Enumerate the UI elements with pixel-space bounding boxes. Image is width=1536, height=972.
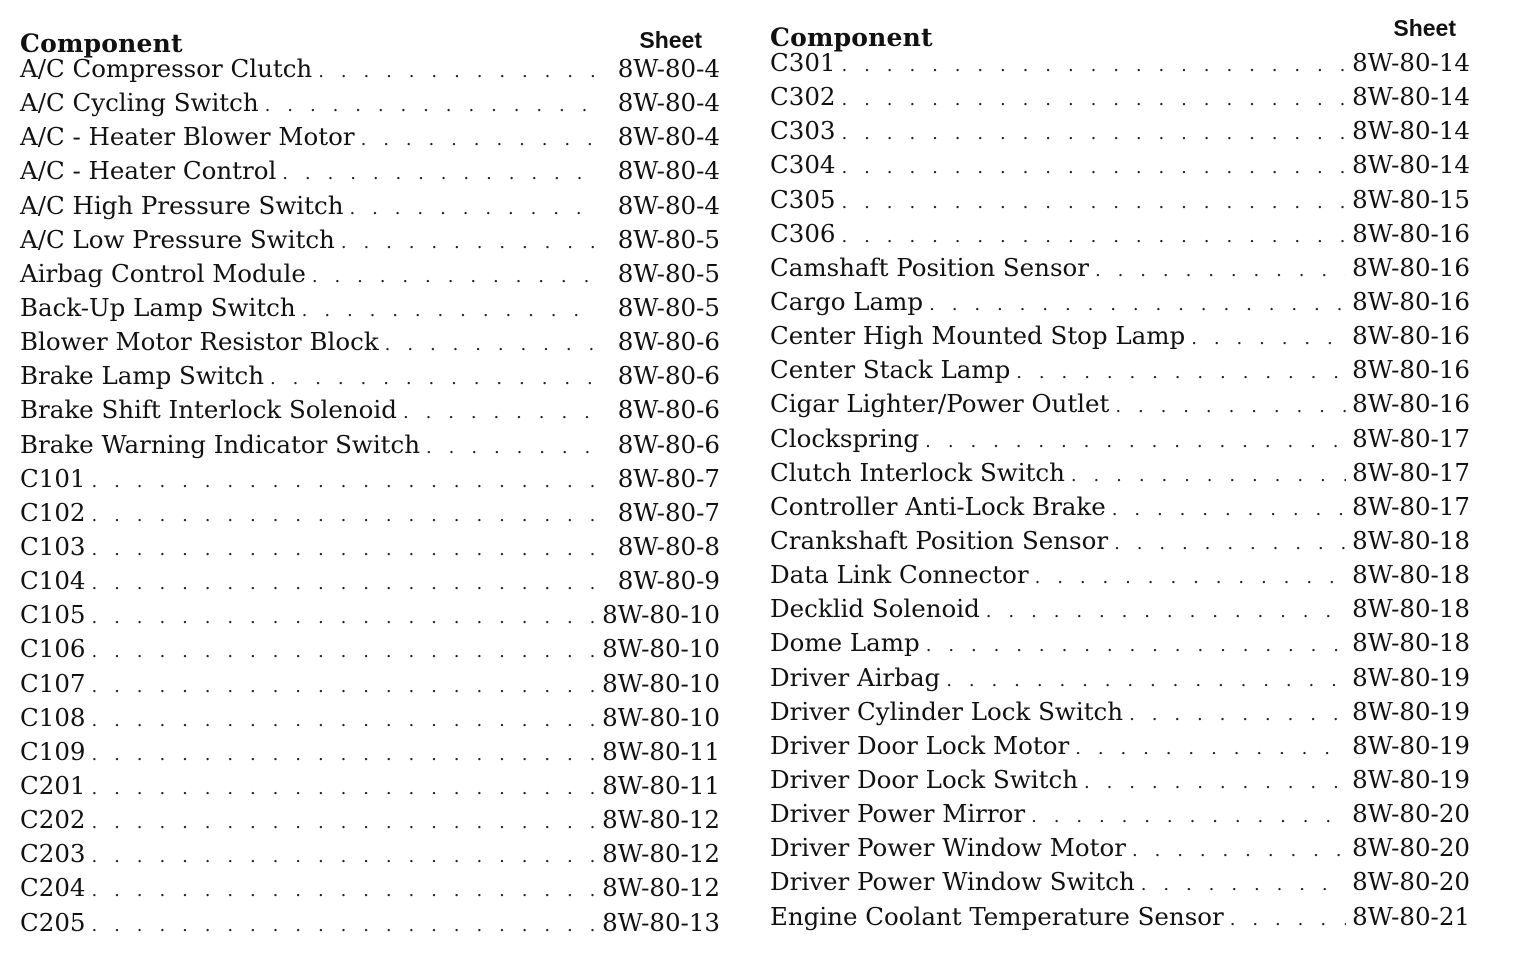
sheet-number: 8W-80-10	[602, 668, 720, 698]
dot-leader	[92, 738, 594, 772]
component-name: C304	[770, 150, 836, 180]
list-item	[770, 114, 1470, 148]
list-item	[20, 837, 720, 871]
list-item	[20, 871, 720, 905]
list-item	[770, 148, 1470, 182]
dot-leader	[842, 151, 1346, 185]
list-item	[20, 735, 720, 769]
list-item	[770, 46, 1470, 80]
sheet-number: 8W-80-8	[617, 531, 720, 561]
sheet-number: 8W-80-14	[1352, 116, 1470, 146]
dot-leader	[92, 874, 594, 908]
dot-leader	[92, 772, 594, 806]
dot-leader	[1075, 732, 1346, 766]
list-item	[20, 120, 720, 154]
list-item	[770, 831, 1470, 865]
list-item	[20, 325, 720, 359]
sheet-number: 8W-80-19	[1352, 730, 1470, 760]
list-item	[770, 353, 1470, 387]
component-name: C104	[20, 566, 86, 596]
dot-leader	[1095, 254, 1346, 288]
sheet-number: 8W-80-19	[1352, 764, 1470, 794]
left-component-list	[20, 52, 720, 940]
component-name: Data Link Connector	[770, 560, 1029, 590]
dot-leader	[929, 288, 1346, 322]
list-item	[20, 667, 720, 701]
dot-leader	[426, 431, 594, 465]
list-item	[20, 223, 720, 257]
sheet-number: 8W-80-21	[1352, 901, 1470, 931]
list-item	[20, 632, 720, 666]
list-item	[20, 598, 720, 632]
dot-leader	[282, 157, 594, 191]
dot-leader	[92, 670, 594, 704]
dot-leader	[318, 55, 594, 89]
dot-leader	[946, 664, 1346, 698]
list-item	[770, 558, 1470, 592]
component-name: C205	[20, 907, 86, 937]
component-name: C103	[20, 531, 86, 561]
dot-leader	[1191, 322, 1346, 356]
sheet-number: 8W-80-18	[1352, 594, 1470, 624]
component-name: C202	[20, 805, 86, 835]
dot-leader	[842, 49, 1346, 83]
list-item	[770, 387, 1470, 421]
sheet-number: 8W-80-9	[617, 566, 720, 596]
component-name: A/C Compressor Clutch	[20, 54, 313, 83]
sheet-number: 8W-80-14	[1352, 82, 1470, 112]
sheet-number: 8W-80-5	[617, 292, 720, 322]
list-item	[20, 428, 720, 462]
component-name: C105	[20, 600, 86, 630]
dot-leader	[1084, 766, 1346, 800]
dot-leader	[92, 635, 594, 669]
sheet-number: 8W-80-14	[1352, 150, 1470, 180]
component-name: Driver Door Lock Motor	[770, 730, 1070, 760]
sheet-number: 8W-80-16	[1352, 252, 1470, 282]
component-name: C109	[20, 736, 86, 766]
dot-leader	[842, 83, 1346, 117]
sheet-number: 8W-80-7	[617, 497, 720, 527]
sheet-number: 8W-80-18	[1352, 628, 1470, 658]
component-name: A/C High Pressure Switch	[20, 190, 344, 220]
list-item	[20, 154, 720, 188]
dot-leader	[92, 567, 594, 601]
list-item	[770, 729, 1470, 763]
component-name: Clutch Interlock Switch	[770, 457, 1065, 487]
sheet-number: 8W-80-12	[602, 805, 720, 835]
sheet-number: 8W-80-17	[1352, 457, 1470, 487]
component-name: C204	[20, 873, 86, 903]
component-name: Brake Warning Indicator Switch	[20, 429, 421, 459]
sheet-number: 8W-80-5	[617, 258, 720, 288]
component-name: Crankshaft Position Sensor	[770, 525, 1109, 555]
sheet-number: 8W-80-16	[1352, 355, 1470, 385]
dot-leader	[302, 294, 594, 328]
list-item	[770, 183, 1470, 217]
component-heading: Component	[770, 23, 933, 52]
component-name: Engine Coolant Temperature Sensor	[770, 901, 1224, 931]
component-name: Controller Anti-Lock Brake	[770, 491, 1106, 521]
component-name: Driver Cylinder Lock Switch	[770, 696, 1124, 726]
component-name: Airbag Control Module	[20, 258, 306, 288]
component-name: C303	[770, 116, 836, 146]
component-name: Driver Airbag	[770, 662, 941, 692]
sheet-number: 8W-80-17	[1352, 423, 1470, 453]
component-name: Dome Lamp	[770, 628, 920, 658]
dot-leader	[926, 629, 1346, 663]
list-item	[770, 661, 1470, 695]
list-item	[20, 769, 720, 803]
sheet-number: 8W-80-12	[602, 873, 720, 903]
list-item	[20, 291, 720, 325]
sheet-number: 8W-80-11	[602, 736, 720, 766]
right-column	[770, 0, 1470, 972]
sheet-number: 8W-80-16	[1352, 389, 1470, 419]
dot-leader	[265, 89, 594, 123]
list-item	[770, 490, 1470, 524]
dot-leader	[1141, 868, 1346, 902]
list-item	[770, 763, 1470, 797]
dot-leader	[92, 465, 594, 499]
dot-leader	[341, 226, 594, 260]
dot-leader	[270, 362, 594, 396]
list-item	[20, 906, 720, 940]
component-name: Driver Power Window Switch	[770, 867, 1135, 897]
component-name: A/C Cycling Switch	[20, 88, 259, 118]
dot-leader	[1112, 493, 1346, 527]
sheet-number: 8W-80-10	[602, 634, 720, 664]
component-name: A/C - Heater Control	[20, 156, 277, 186]
list-item	[20, 52, 720, 86]
list-item	[20, 257, 720, 291]
dot-leader	[1031, 800, 1346, 834]
sheet-number: 8W-80-15	[1352, 184, 1470, 214]
sheet-number: 8W-80-16	[1352, 218, 1470, 248]
list-item	[770, 592, 1470, 626]
sheet-number: 8W-80-7	[617, 463, 720, 493]
component-name: Cigar Lighter/Power Outlet	[770, 389, 1110, 419]
sheet-number: 8W-80-11	[602, 770, 720, 800]
component-name: Driver Power Mirror	[770, 799, 1026, 829]
component-name: C305	[770, 184, 836, 214]
sheet-number: 8W-80-16	[1352, 286, 1470, 316]
list-item	[770, 285, 1470, 319]
dot-leader	[403, 396, 594, 430]
right-component-list	[770, 46, 1470, 934]
component-name: C101	[20, 463, 86, 493]
component-name: C302	[770, 82, 836, 112]
list-item	[20, 803, 720, 837]
list-item	[20, 189, 720, 223]
sheet-number: 8W-80-20	[1352, 799, 1470, 829]
component-name: C306	[770, 218, 836, 248]
sheet-number: 8W-80-10	[602, 702, 720, 732]
component-name: Brake Shift Interlock Solenoid	[20, 395, 397, 425]
list-item	[770, 524, 1470, 558]
sheet-number: 8W-80-4	[617, 190, 720, 220]
component-name: A/C - Heater Blower Motor	[20, 122, 355, 152]
dot-leader	[1016, 356, 1346, 390]
dot-leader	[92, 499, 594, 533]
list-item	[20, 701, 720, 735]
dot-leader	[1230, 903, 1346, 937]
dot-leader	[1129, 698, 1346, 732]
dot-leader	[925, 425, 1346, 459]
component-name: Brake Lamp Switch	[20, 361, 264, 391]
component-name: Decklid Solenoid	[770, 594, 980, 624]
sheet-number: 8W-80-20	[1352, 867, 1470, 897]
sheet-number: 8W-80-17	[1352, 491, 1470, 521]
sheet-number: 8W-80-16	[1352, 321, 1470, 351]
sheet-number: 8W-80-5	[617, 224, 720, 254]
dot-leader	[1115, 390, 1346, 424]
list-item	[770, 251, 1470, 285]
dot-leader	[842, 186, 1346, 220]
component-heading: Component	[20, 29, 183, 58]
component-name: Center Stack Lamp	[770, 355, 1011, 385]
dot-leader	[842, 220, 1346, 254]
dot-leader	[312, 260, 594, 294]
sheet-number: 8W-80-19	[1352, 696, 1470, 726]
dot-leader	[350, 192, 595, 226]
sheet-number: 8W-80-18	[1352, 560, 1470, 590]
sheet-number: 8W-80-4	[617, 122, 720, 152]
sheet-number: 8W-80-20	[1352, 833, 1470, 863]
component-name: Camshaft Position Sensor	[770, 252, 1089, 282]
dot-leader	[1071, 459, 1346, 493]
component-name: Back-Up Lamp Switch	[20, 292, 296, 322]
sheet-number: 8W-80-6	[617, 361, 720, 391]
list-item	[770, 422, 1470, 456]
dot-leader	[92, 601, 594, 635]
component-name: Center High Mounted Stop Lamp	[770, 321, 1186, 351]
sheet-number: 8W-80-6	[617, 327, 720, 357]
component-name: A/C Low Pressure Switch	[20, 224, 335, 254]
list-item	[770, 217, 1470, 251]
sheet-heading: Sheet	[1393, 15, 1456, 41]
dot-leader	[1035, 561, 1346, 595]
dot-leader	[1132, 834, 1346, 868]
list-item	[770, 80, 1470, 114]
list-item	[770, 456, 1470, 490]
component-name: Driver Door Lock Switch	[770, 764, 1078, 794]
component-name: Driver Power Window Motor	[770, 833, 1126, 863]
sheet-number: 8W-80-4	[617, 156, 720, 186]
list-item	[20, 359, 720, 393]
component-name: C108	[20, 702, 86, 732]
sheet-number: 8W-80-6	[617, 395, 720, 425]
sheet-number: 8W-80-12	[602, 839, 720, 869]
dot-leader	[842, 117, 1346, 151]
component-name: C203	[20, 839, 86, 869]
component-name: C107	[20, 668, 86, 698]
list-item	[770, 319, 1470, 353]
dot-leader	[986, 595, 1346, 629]
dot-leader	[385, 328, 594, 362]
list-item	[770, 626, 1470, 660]
sheet-heading: Sheet	[639, 27, 702, 53]
component-name: C106	[20, 634, 86, 664]
component-name: C301	[770, 48, 836, 77]
dot-leader	[92, 704, 594, 738]
sheet-number: 8W-80-4	[617, 88, 720, 118]
component-name: Blower Motor Resistor Block	[20, 327, 379, 357]
sheet-number: 8W-80-4	[617, 54, 720, 83]
sheet-number: 8W-80-18	[1352, 525, 1470, 555]
list-item	[20, 462, 720, 496]
sheet-number: 8W-80-13	[602, 907, 720, 937]
dot-leader	[361, 123, 594, 157]
dot-leader	[92, 909, 594, 943]
list-item	[20, 530, 720, 564]
dot-leader	[92, 806, 594, 840]
component-name: C102	[20, 497, 86, 527]
sheet-number: 8W-80-10	[602, 600, 720, 630]
dot-leader	[92, 533, 594, 567]
component-name: Clockspring	[770, 423, 920, 453]
list-item	[770, 900, 1470, 934]
dot-leader	[1114, 527, 1346, 561]
sheet-number: 8W-80-19	[1352, 662, 1470, 692]
list-item	[770, 865, 1470, 899]
sheet-number: 8W-80-14	[1352, 48, 1470, 77]
component-name: C201	[20, 770, 86, 800]
component-name: Cargo Lamp	[770, 286, 924, 316]
list-item	[20, 86, 720, 120]
sheet-number: 8W-80-6	[617, 429, 720, 459]
list-item	[20, 496, 720, 530]
list-item	[770, 797, 1470, 831]
dot-leader	[92, 840, 594, 874]
list-item	[770, 695, 1470, 729]
list-item	[20, 564, 720, 598]
left-column	[20, 0, 720, 972]
list-item	[20, 393, 720, 427]
